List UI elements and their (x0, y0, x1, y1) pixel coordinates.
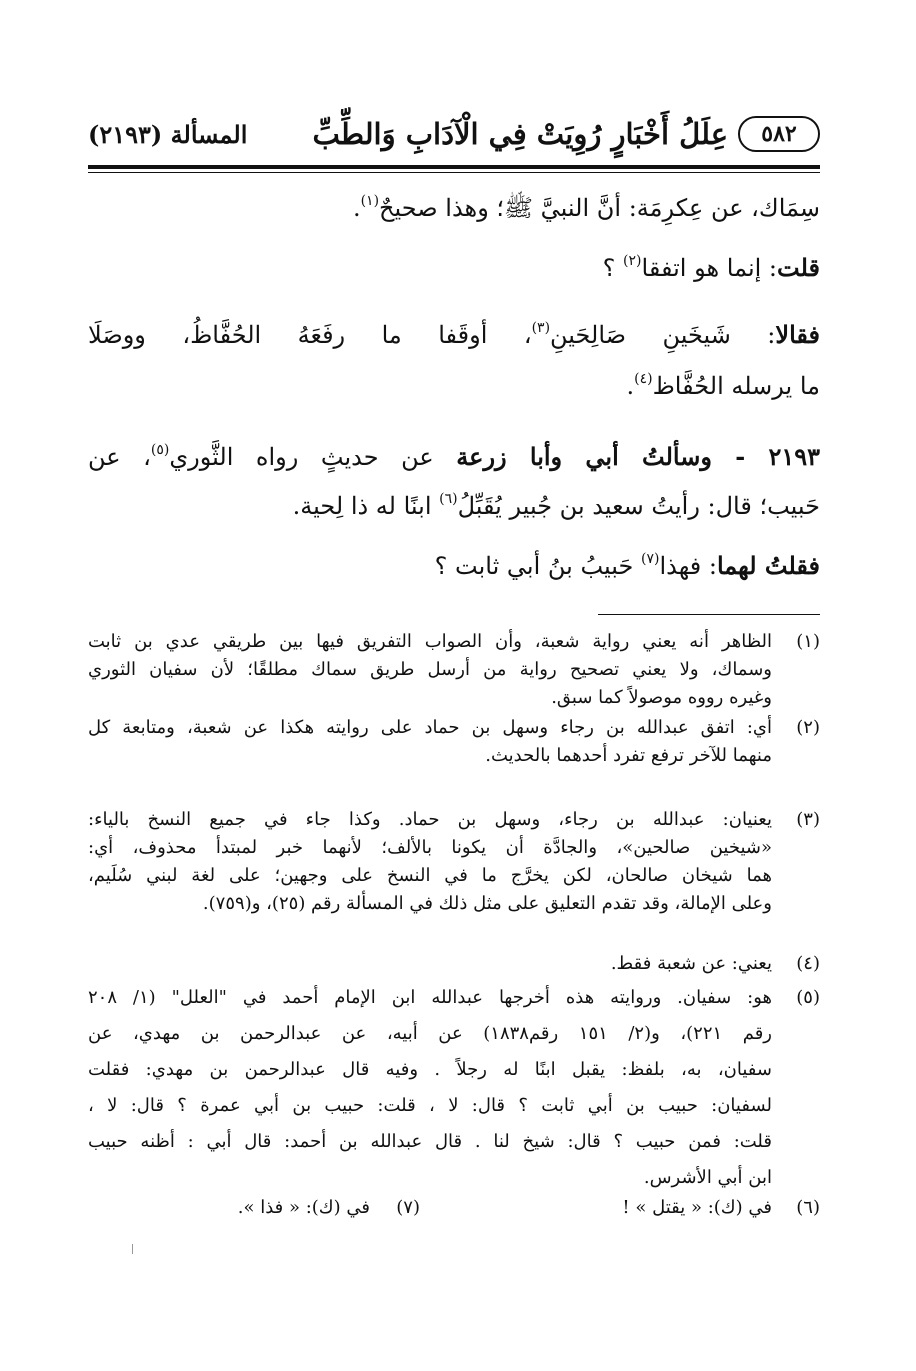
footnote-separator (598, 614, 820, 615)
footnote-number: (٥) (796, 987, 820, 1008)
footnote-line: هما شيخان صالحان، لكن يخرَّج ما في النسخ على وجهين؛ على لغة لبني سُلَيم، (88, 865, 772, 886)
footnote-line: وغيره رووه موصولاً كما سبق. (551, 687, 772, 708)
footnote-line: منهما للآخر ترفع تفرد أحدهما بالحديث. (485, 745, 772, 766)
footnote-ref: (٧) (640, 551, 660, 567)
footnote-ref: (٤) (634, 371, 653, 387)
footnote-line: سفيان، به، بلفظ: يقبل ابنًا له رجلاً . وفيه قال عبدالرحمن بن مهدي: فقلت (88, 1059, 772, 1080)
footnote-line: ابن أبي الأشرس. (643, 1167, 772, 1188)
footnote-line: وسماك، ولا يعني تصحيح رواية من أرسل طريق سماك مطلقًا؛ لأن سفيان الثوري (88, 659, 772, 680)
footnote-ref: (٢) (623, 253, 642, 269)
footnote-line: أي: اتفق عبدالله بن رجاء وسهل بن حماد على روايته هكذا عن شعبة، ومتابعة كل (88, 717, 772, 738)
footnote-number: (٧) (396, 1197, 420, 1218)
scan-mark (132, 1244, 133, 1254)
text-line: فقلتُ لهما: فهذا$^{(٧)}$ حَبيبُ بنُ أبي ثابت ؟ (434, 551, 820, 580)
footnote-ref: (١) (360, 193, 380, 209)
footnote-number: (٢) (796, 717, 820, 738)
footnote-line: يعني: عن شعبة فقط. (610, 953, 772, 974)
footnote-line: الظاهر أنه يعني رواية شعبة، وأن الصواب التفريق فيها بين طريقي عدي بن ثابت (88, 631, 772, 652)
footnote-number: (٤) (796, 953, 820, 974)
footnote-ref: (٦) (439, 491, 458, 507)
text-line: حَبيب؛ قال: رأيتُ سعيد بن جُبير يُقَبِّلُ$^{(٦)}$ ابنًا له ذا لِحية. (292, 491, 820, 520)
footnote-ref: (٣) (531, 320, 551, 336)
footnote-number: (١) (796, 631, 820, 652)
page-header (88, 112, 820, 156)
footnote-line: في (ك): « يقتل » ! (622, 1197, 772, 1218)
section-label: المسألة (٢١٩٣) (88, 120, 248, 149)
footnote-line: يعنيان: عبدالله بن رجاء، وسهل بن حماد. وكذا جاء في جميع النسخ بالياء: (88, 809, 772, 830)
footnote-line: هو: سفيان. وروايته هذه أخرجها عبدالله ابن الإمام أحمد في "العلل" (١/ ٢٠٨ (88, 987, 772, 1008)
page-number: ٥٨٢ (738, 116, 820, 152)
footnote-number: (٣) (796, 809, 820, 830)
text-line: فقالا: شَيخَينِ صَالِحَينِ$^{(٣)}$، أوقَفا ما رفَعَهُ الحُفَّاظُ، ووصَلَا (88, 320, 820, 349)
footnote-line: وعلى الإمالة، وقد تقدم التعليق على مثل ذلك في المسألة رقم (٢٥)، و(٧٥٩). (202, 893, 772, 914)
header-rule-thick (88, 165, 820, 169)
text-line: سِمَاك، عن عِكرِمَة: أنَّ النبيَّ ﷺ؛ وهذا صحيحٌ$^{(١)}$. (352, 193, 820, 222)
header-rule-thin (88, 172, 820, 173)
footnote-line: لسفيان: حبيب بن أبي ثابت ؟ قال: لا ، قلت: حبيب بن أبي عمرة ؟ قال: لا ، (88, 1095, 772, 1116)
text-line: ٢١٩٣ - وسألتُ أبي وأبا زرعة عن حديثٍ رواه الثَّوري$^{(٥)}$، عن (88, 442, 821, 471)
text-line: قلت: إنما هو اتفقا$^{(٢)}$ ؟ (602, 253, 820, 282)
book-title: عِلَلُ أَخْبَارٍ رُوِيَتْ فِي الْآدَابِ وَالطِّبِّ (312, 117, 728, 151)
footnote-number: (٦) (796, 1197, 820, 1218)
footnote-line: «شيخين صالحين»، والجادَّة أن يكونا بالألف؛ لأنهما خبر لمبتدأ محذوف، أي: (88, 837, 772, 858)
text-line: ما يرسله الحُفَّاظ$^{(٤)}$. (626, 371, 820, 400)
footnote-line: رقم ٢٢١)، و(٢/ ١٥١ رقم١٨٣٨) عن أبيه، عن عبدالرحمن بن مهدي، عن (88, 1023, 773, 1044)
footnote-line: في (ك): « فذا ». (237, 1197, 370, 1218)
footnote-line: قلت: فمن حبيب ؟ قال: شيخ لنا . قال عبدالله بن أحمد: قال أبي : أظنه حبيب (88, 1131, 772, 1152)
footnote-ref: (٥) (150, 442, 170, 458)
